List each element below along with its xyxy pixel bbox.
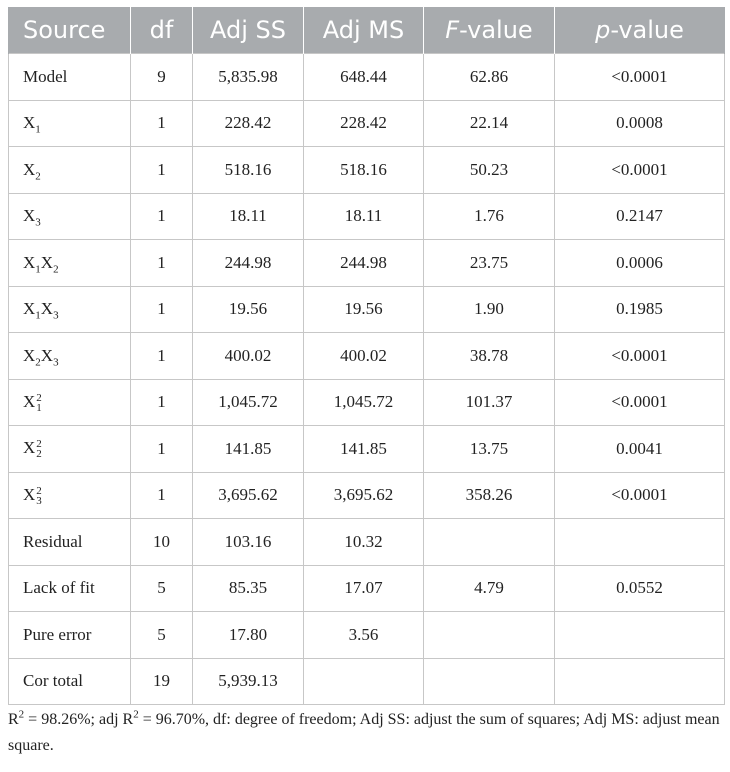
cell-adj-ss: 5,939.13 [193,658,304,705]
cell-df: 10 [131,519,193,566]
cell-p-value: 0.0008 [555,100,725,147]
cell-source: $X_2X_3$ [9,333,131,380]
cell-source: $X_1X_3$ [9,286,131,333]
cell-adj-ms: 228.42 [304,100,424,147]
cell-adj-ms: 18.11 [304,193,424,240]
cell-p-value: <0.0001 [555,472,725,519]
cell-adj-ms: 141.85 [304,426,424,473]
cell-adj-ms: 19.56 [304,286,424,333]
cell-df: 1 [131,147,193,194]
cell-source: $X_1X_2$ [9,240,131,287]
cell-f-value: 358.26 [424,472,555,519]
cell-adj-ms: 3,695.62 [304,472,424,519]
cell-df: 1 [131,333,193,380]
cell-source: $X_2$ [9,147,131,194]
cell-df: 1 [131,286,193,333]
cell-p-value: <0.0001 [555,147,725,194]
cell-adj-ss: 228.42 [193,100,304,147]
cell-adj-ms: 244.98 [304,240,424,287]
cell-df: 1 [131,379,193,426]
cell-p-value: 0.0006 [555,240,725,287]
cell-df: 1 [131,426,193,473]
header-df: df [131,7,193,54]
cell-adj-ms: 1,045.72 [304,379,424,426]
cell-f-value: 22.14 [424,100,555,147]
table-row [9,147,725,194]
cell-source: X 2 3 [9,472,131,519]
cell-adj-ss: 85.35 [193,565,304,612]
cell-adj-ss: 1,045.72 [193,379,304,426]
header-source: Source [9,7,131,54]
header-row [9,7,725,54]
cell-f-value: 13.75 [424,426,555,473]
cell-f-value: 38.78 [424,333,555,380]
table-row [9,379,725,426]
cell-p-value: 0.2147 [555,193,725,240]
cell-df: 9 [131,54,193,101]
cell-df: 1 [131,472,193,519]
cell-f-value: 23.75 [424,240,555,287]
cell-adj-ms: 3.56 [304,612,424,659]
table-row [9,565,725,612]
cell-adj-ss: 19.56 [193,286,304,333]
cell-adj-ms [304,658,424,705]
cell-f-value [424,658,555,705]
cell-adj-ms: 17.07 [304,565,424,612]
cell-adj-ss: 103.16 [193,519,304,566]
table-row [9,472,725,519]
cell-df: 1 [131,240,193,287]
cell-f-value: 1.90 [424,286,555,333]
table-row [9,193,725,240]
cell-p-value [555,519,725,566]
table-footnote: $R^2 = 98.26\%$; adj $R^2 = 96.70\%$, df: degree of freedom; Adj SS: adjust the sum of squares; Adj MS: adjust mean square. [8,708,720,754]
anova-table [8,7,725,705]
table-row [9,519,725,566]
cell-source: X 2 2 [9,426,131,473]
header-p-value: p-value [555,7,725,54]
table-row [9,426,725,473]
cell-p-value: 0.1985 [555,286,725,333]
cell-adj-ss: 3,695.62 [193,472,304,519]
cell-adj-ss: 17.80 [193,612,304,659]
header-adj-ss: Adj SS [193,7,304,54]
header-adj-ms: Adj MS [304,7,424,54]
table-row [9,54,725,101]
table-row [9,286,725,333]
cell-source: $X_1$ [9,100,131,147]
cell-df: 1 [131,100,193,147]
table-row [9,100,725,147]
cell-adj-ms: 518.16 [304,147,424,194]
cell-f-value: 1.76 [424,193,555,240]
table-header [9,7,725,54]
cell-source: Residual [9,519,131,566]
cell-f-value: 4.79 [424,565,555,612]
cell-f-value: 101.37 [424,379,555,426]
table-row [9,240,725,287]
cell-adj-ss: 141.85 [193,426,304,473]
cell-source: Cor total [9,658,131,705]
cell-source: Model [9,54,131,101]
table-row [9,333,725,380]
cell-f-value: 62.86 [424,54,555,101]
cell-source: Pure error [9,612,131,659]
cell-p-value: <0.0001 [555,333,725,380]
cell-adj-ss: 400.02 [193,333,304,380]
cell-df: 5 [131,565,193,612]
cell-p-value [555,658,725,705]
cell-df: 1 [131,193,193,240]
cell-adj-ms: 648.44 [304,54,424,101]
cell-p-value: <0.0001 [555,54,725,101]
cell-p-value: <0.0001 [555,379,725,426]
cell-p-value [555,612,725,659]
cell-adj-ss: 18.11 [193,193,304,240]
cell-adj-ms: 10.32 [304,519,424,566]
cell-source: Lack of fit [9,565,131,612]
cell-source: $X_3$ [9,193,131,240]
anova-table-container [8,7,724,705]
table-row [9,658,725,705]
cell-p-value: 0.0552 [555,565,725,612]
cell-df: 5 [131,612,193,659]
table-body [9,54,725,705]
cell-p-value: 0.0041 [555,426,725,473]
cell-adj-ms: 400.02 [304,333,424,380]
cell-f-value [424,519,555,566]
cell-adj-ss: 5,835.98 [193,54,304,101]
cell-f-value [424,612,555,659]
cell-adj-ss: 244.98 [193,240,304,287]
cell-df: 19 [131,658,193,705]
cell-source: X 2 1 [9,379,131,426]
table-row [9,612,725,659]
cell-f-value: 50.23 [424,147,555,194]
header-f-value: F-value [424,7,555,54]
cell-adj-ss: 518.16 [193,147,304,194]
